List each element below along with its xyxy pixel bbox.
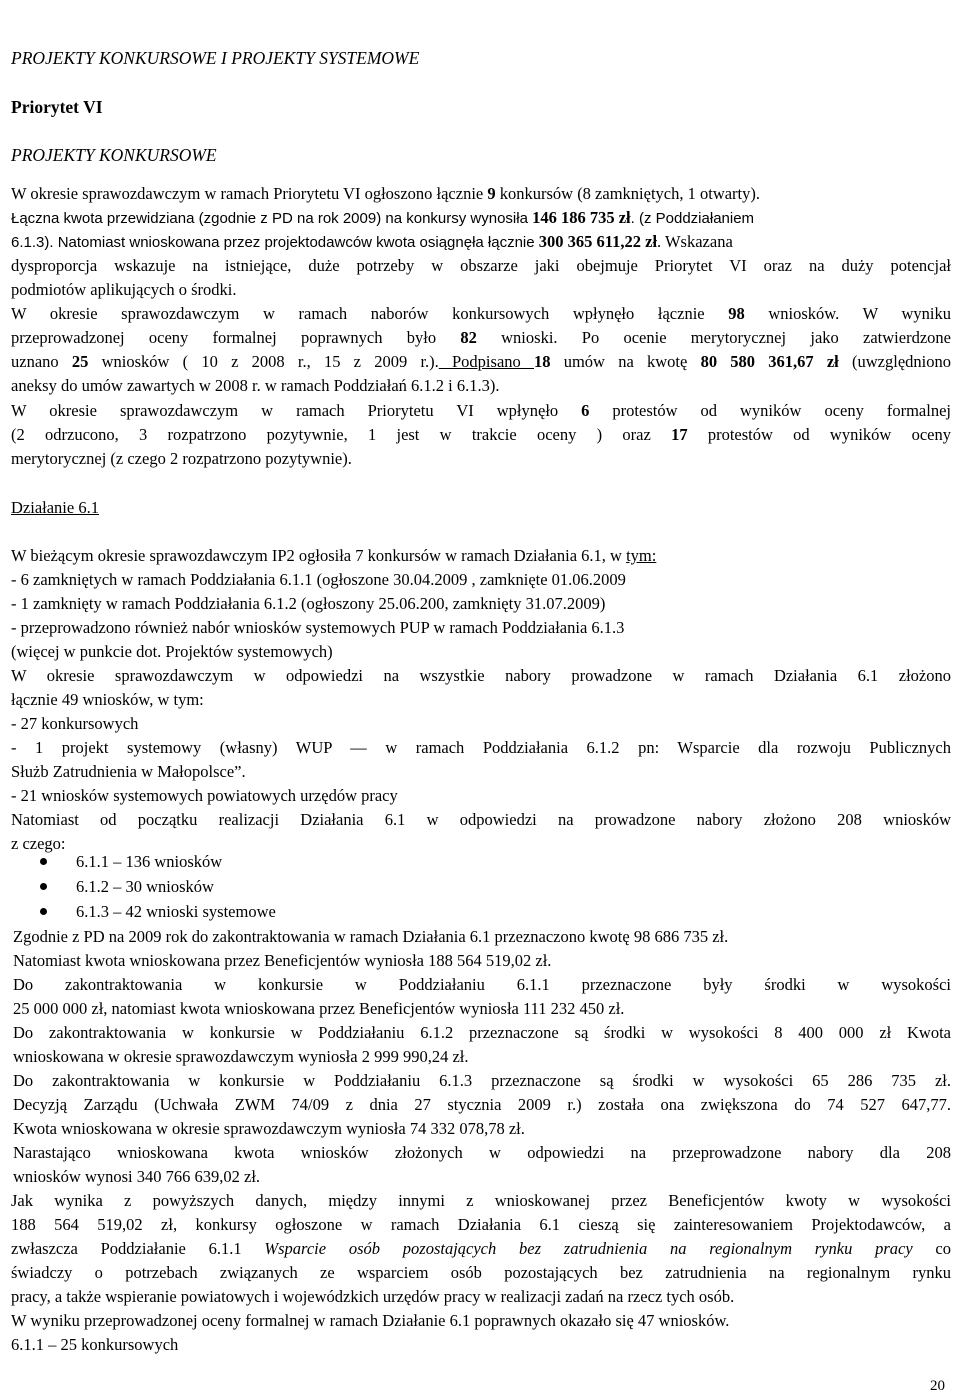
paragraph-line: Zgodnie z PD na 2009 rok do zakontraktowania w ramach Działania 6.1 przeznaczono kwotę 98 686 735 zł. bbox=[13, 927, 729, 946]
paragraph-line: 188 564 519,02 zł, konkursy ogłoszone w ramach Działania 6.1 cieszą się zainteresowaniem Projektodawców, a bbox=[11, 1215, 951, 1234]
paragraph-line: W wyniku przeprowadzonej oceny formalnej w ramach Działanie 6.1 poprawnych okazało się 47 wniosków. bbox=[11, 1311, 730, 1330]
paragraph-line: - 1 zamknięty w ramach Poddziałania 6.1.2 (ogłoszony 25.06.200, zamknięty 31.07.2009) bbox=[11, 594, 606, 613]
paragraph-line: dysproporcja wskazuje na istniejące, duże potrzeby w obszarze jaki obejmuje Priorytet VI oraz na duży potencjał bbox=[11, 256, 951, 275]
paragraph-line: Służb Zatrudnienia w Małopolsce”. bbox=[11, 762, 246, 781]
paragraph-line: zwłaszcza Poddziałanie 6.1.1 Wsparcie osób pozostających bez zatrudnienia na regionalnym rynku pracy co bbox=[11, 1239, 951, 1258]
paragraph-line: z czego: bbox=[11, 834, 66, 853]
paragraph-line: uznano 25 wniosków ( 10 z 2008 r., 15 z 2009 r.). Podpisano 18 umów na kwotę 80 580 361,67 zł (uwzględniono bbox=[11, 352, 951, 371]
paragraph-line: pracy, a także wspieranie powiatowych i wojewódzkich urzędów pracy w realizacji zadań na rzecz tych osób. bbox=[11, 1287, 735, 1306]
paragraph-line: - 1 projekt systemowy (własny) WUP — w ramach Poddziałania 6.1.2 pn: Wsparcie dla rozwoju Publicznych bbox=[11, 738, 951, 757]
paragraph-line: Do zakontraktowania w konkursie w Poddziałaniu 6.1.2 przeznaczone są środki w wysokości 8 400 000 zł Kwota bbox=[13, 1023, 951, 1042]
paragraph-line: merytorycznej (z czego 2 rozpatrzono pozytywnie). bbox=[11, 449, 352, 468]
paragraph-line: Do zakontraktowania w konkursie w Poddziałaniu 6.1.1 przeznaczone były środki w wysokości bbox=[13, 975, 951, 994]
paragraph-line: - 21 wniosków systemowych powiatowych urzędów pracy bbox=[11, 786, 398, 805]
paragraph-line: wniosków wynosi 340 766 639,02 zł. bbox=[13, 1167, 261, 1186]
paragraph-line: przeprowadzonej oceny formalnej poprawnych było 82 wnioski. Po ocenie merytorycznej jako zatwierdzone bbox=[11, 328, 951, 347]
paragraph-line: - 6 zamkniętych w ramach Poddziałania 6.1.1 (ogłoszone 30.04.2009 , zamknięte 01.06.2009 bbox=[11, 570, 626, 589]
paragraph-line: Natomiast od początku realizacji Działania 6.1 w odpowiedzi na prowadzone nabory złożono 208 wniosków bbox=[11, 810, 951, 829]
paragraph-line: - 27 konkursowych bbox=[11, 714, 139, 733]
paragraph-line: - przeprowadzono również nabór wniosków systemowych PUP w ramach Poddziałania 6.1.3 bbox=[11, 618, 625, 637]
paragraph-line: (2 odrzucono, 3 rozpatrzono pozytywnie, 1 jest w trakcie oceny ) oraz 17 protestów od wyników oceny bbox=[11, 425, 951, 444]
bullet-list bbox=[40, 849, 276, 924]
heading-priorytet-vi: Priorytet VI bbox=[11, 97, 103, 117]
paragraph-line: W bieżącym okresie sprawozdawczym IP2 ogłosiła 7 konkursów w ramach Działania 6.1, w tym: bbox=[11, 546, 657, 565]
paragraph-line: Narastająco wnioskowana kwota wniosków złożonych w odpowiedzi na przeprowadzone nabory dla 208 bbox=[13, 1143, 951, 1162]
list-item: 6.1.3 – 42 wnioski systemowe bbox=[40, 899, 276, 924]
paragraph-line: Jak wynika z powyższych danych, między innymi z wnioskowanej przez Beneficjentów kwoty w wysokości bbox=[11, 1191, 951, 1210]
paragraph-line: W okresie sprawozdawczym w odpowiedzi na wszystkie nabory prowadzone w ramach Działania 6.1 złożono bbox=[11, 666, 951, 685]
paragraph-line: 6.1.3). Natomiast wnioskowana przez projektodawców kwota osiągnęła łącznie 300 365 611,22 zł. Wskazana bbox=[11, 232, 733, 251]
paragraph-line: Łączna kwota przewidziana (zgodnie z PD na rok 2009) na konkursy wynosiła 146 186 735 zł. (z Poddziałaniem bbox=[11, 208, 755, 227]
paragraph-line: 25 000 000 zł, natomiast kwota wnioskowana przez Beneficjentów wyniosła 111 232 450 zł. bbox=[13, 999, 625, 1018]
paragraph-line: świadczy o potrzebach związanych ze wsparciem osób pozostających bez zatrudnienia na regionalnym rynku bbox=[11, 1263, 951, 1282]
paragraph-line: Kwota wnioskowana w okresie sprawozdawczym wyniosła 74 332 078,78 zł. bbox=[13, 1119, 525, 1138]
paragraph-line: W okresie sprawozdawczym w ramach naborów konkursowych wpłynęło łącznie 98 wniosków. W wyniku bbox=[11, 304, 951, 323]
paragraph-line: Do zakontraktowania w konkursie w Poddziałaniu 6.1.3 przeznaczone są środki w wysokości 65 286 735 zł. bbox=[13, 1071, 951, 1090]
list-item: 6.1.1 – 136 wniosków bbox=[40, 849, 276, 874]
heading-projekty-konkursowe: PROJEKTY KONKURSOWE bbox=[11, 145, 217, 165]
paragraph-line: (więcej w punkcie dot. Projektów systemowych) bbox=[11, 642, 333, 661]
paragraph-line: 6.1.1 – 25 konkursowych bbox=[11, 1335, 179, 1354]
page-number: 20 bbox=[930, 1378, 945, 1394]
paragraph-line: Decyzją Zarządu (Uchwała ZWM 74/09 z dnia 27 stycznia 2009 r.) została ona zwiększona do 74 527 647,77. bbox=[13, 1095, 951, 1114]
paragraph-line: łącznie 49 wniosków, w tym: bbox=[11, 690, 204, 709]
section-title-dzialanie-6-1: Działanie 6.1 bbox=[11, 498, 99, 517]
paragraph-line: W okresie sprawozdawczym w ramach Priorytetu VI ogłoszono łącznie 9 konkursów (8 zamkniętych, 1 otwarty). bbox=[11, 184, 761, 203]
paragraph-line: podmiotów aplikujących o środki. bbox=[11, 280, 237, 299]
paragraph-line: Natomiast kwota wnioskowana przez Beneficjentów wyniosła 188 564 519,02 zł. bbox=[13, 951, 552, 970]
list-item: 6.1.2 – 30 wniosków bbox=[40, 874, 276, 899]
heading-projekty-konkursowe-i-systemowe: PROJEKTY KONKURSOWE I PROJEKTY SYSTEMOWE bbox=[11, 48, 420, 68]
paragraph-line: W okresie sprawozdawczym w ramach Priorytetu VI wpłynęło 6 protestów od wyników oceny formalnej bbox=[11, 401, 951, 420]
paragraph-line: wnioskowana w okresie sprawozdawczym wyniosła 2 999 990,24 zł. bbox=[13, 1047, 469, 1066]
paragraph-line: aneksy do umów zawartych w 2008 r. w ramach Poddziałań 6.1.2 i 6.1.3). bbox=[11, 376, 500, 395]
